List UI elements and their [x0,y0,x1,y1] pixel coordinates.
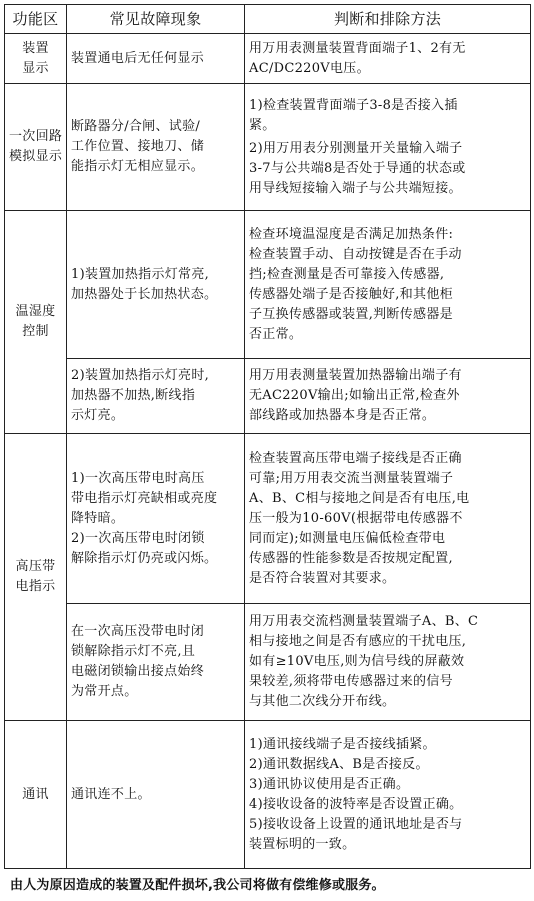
phenomenon-line: 带电指示灯亮缺相或亮度 [71,490,218,506]
phenomenon-line: 加热器处于长加热状态。 [71,286,218,302]
method-cell [245,84,531,211]
method-line: 用万用表测量装置背面端子1、2有无 [249,40,466,56]
phenomenon-line: 工作位置、接地刀、储 [71,139,205,154]
phenomenon-line: 装置通电后无任何显示 [71,50,205,66]
method-line: 4)接收设备的波特率是否设置正确。 [249,796,463,812]
method-line: 无AC220V输出;如输出正常,检查外 [249,388,460,403]
method-line: 果较差,须将带电传感器过来的信号 [249,674,453,689]
table-row [5,84,531,211]
method-line: 用万用表测量装置加热器输出端子有 [249,368,462,383]
table-header-row [5,5,531,34]
area-line: 温湿度 [15,304,56,319]
fault-table [4,4,531,869]
method-cell [245,604,531,721]
method-line: 3)通讯协议使用是否正确。 [249,776,410,792]
method-line: 3-7与公共端8是否处于导通的状态或 [249,160,466,176]
method-line: 检查环境温湿度是否满足加热条件: [249,226,454,242]
phenomenon-line: 能指示灯无相应显示。 [71,159,205,174]
table-row [5,359,531,434]
phenomenon-line: 在一次高压没带电时闭 [71,624,205,639]
method-line: 与其他二次线分开布线。 [249,694,396,709]
phenomenon-line: 断路器分/合闸、试验/ [71,119,201,134]
method-line: 同而定);如测量电压偏低检查带电 [249,530,446,546]
phenomenon-line: 为常开点。 [71,684,138,699]
method-line: 如有≥10V电压,则为信号线的屏蔽效 [249,654,465,669]
area-line: 通讯 [22,786,49,802]
footer-note: 由人为原因造成的装置及配件损坏,我公司将做有偿维修或服务。 [10,878,385,893]
table-row [5,434,531,604]
phenomenon-cell [67,604,245,721]
phenomenon-line: 解除指示灯仍亮或闪烁。 [71,550,218,566]
method-line: 否正常。 [249,326,303,342]
method-line: 传感器的性能参数是否按规定配置, [249,550,453,566]
phenomenon-line: 示灯亮。 [71,408,125,423]
method-line: 挡;检查测量是否可靠接入传感器, [249,266,445,282]
header-area: 功能区 [5,5,67,34]
method-cell [245,721,531,869]
area-line: 高压带 [15,559,56,574]
method-line: 压一般为10-60V(根据带电传感器不 [249,510,463,526]
method-cell [245,434,531,604]
phenomenon-line: 降特暗。 [71,510,125,526]
method-cell [245,34,531,84]
phenomenon-cell [67,359,245,434]
method-line: 是否符合装置对其要求。 [249,570,396,586]
method-line: 子互换传感器或装置,判断传感器是 [249,306,453,322]
phenomenon-line: 电磁闭锁输出接点始终 [71,664,205,679]
method-line: 5)接收设备上设置的通讯地址是否与 [249,816,463,832]
phenomenon-cell [67,84,245,211]
phenomenon-line: 2)装置加热指示灯亮时, [71,368,210,383]
area-cell [5,34,67,84]
method-line: 1)通讯接线端子是否接线插紧。 [249,736,436,752]
table-row [5,721,531,869]
table-row [5,211,531,359]
header-phenomenon: 常见故障现象 [67,5,245,34]
area-cell [5,434,67,721]
method-line: 紧。 [249,117,276,133]
phenomenon-line: 2)一次高压带电时闭锁 [71,530,205,546]
area-line: 装置 [22,40,49,56]
phenomenon-cell [67,434,245,604]
phenomenon-line: 通讯连不上。 [71,786,151,802]
phenomenon-cell [67,721,245,869]
phenomenon-line: 1)装置加热指示灯常亮, [71,266,210,282]
area-line: 电指示 [15,579,56,594]
method-line: 2)通讯数据线A、B是否接反。 [249,756,429,772]
method-line: A、B、C相与接地之间是否有电压,电 [249,490,470,506]
method-line: 2)用万用表分别测量开关量输入端子 [249,140,463,156]
method-line: 相与接地之间是否有感应的干扰电压, [249,634,467,649]
method-line: 可靠;用万用表交流当测量装置端子 [249,470,454,486]
phenomenon-cell [67,34,245,84]
method-line: 传感器处端子是否接触好,和其他柜 [249,286,453,302]
phenomenon-line: 锁解除指示灯不亮,且 [71,644,196,659]
phenomenon-line: 加热器不加热,断线指 [71,388,196,403]
method-line: 用万用表交流档测量装置端子A、B、C [249,614,479,629]
area-line: 控制 [22,324,49,339]
method-line: 检查装置手动、自动按键是否在手动 [249,246,462,262]
table-row [5,34,531,84]
area-line: 显示 [22,60,49,76]
area-cell [5,211,67,434]
area-cell [5,84,67,211]
method-line: 部线路或加热器本身是否正常。 [249,408,436,423]
phenomenon-line: 1)一次高压带电时高压 [71,470,205,486]
area-line: 模拟显示 [9,149,63,164]
method-line: AC/DC220V电压。 [249,60,370,76]
method-cell [245,211,531,359]
method-cell [245,359,531,434]
method-line: 用导线短接输入端子与公共端短接。 [249,180,462,196]
header-method: 判断和排除方法 [245,5,531,34]
phenomenon-cell [67,211,245,359]
area-cell [5,721,67,869]
area-line: 一次回路 [9,129,63,144]
method-line: 1)检查装置背面端子3-8是否接入插 [249,97,458,113]
table-row [5,604,531,721]
method-line: 装置标明的一致。 [249,836,356,852]
method-line: 检查装置高压带电端子接线是否正确 [249,450,462,466]
